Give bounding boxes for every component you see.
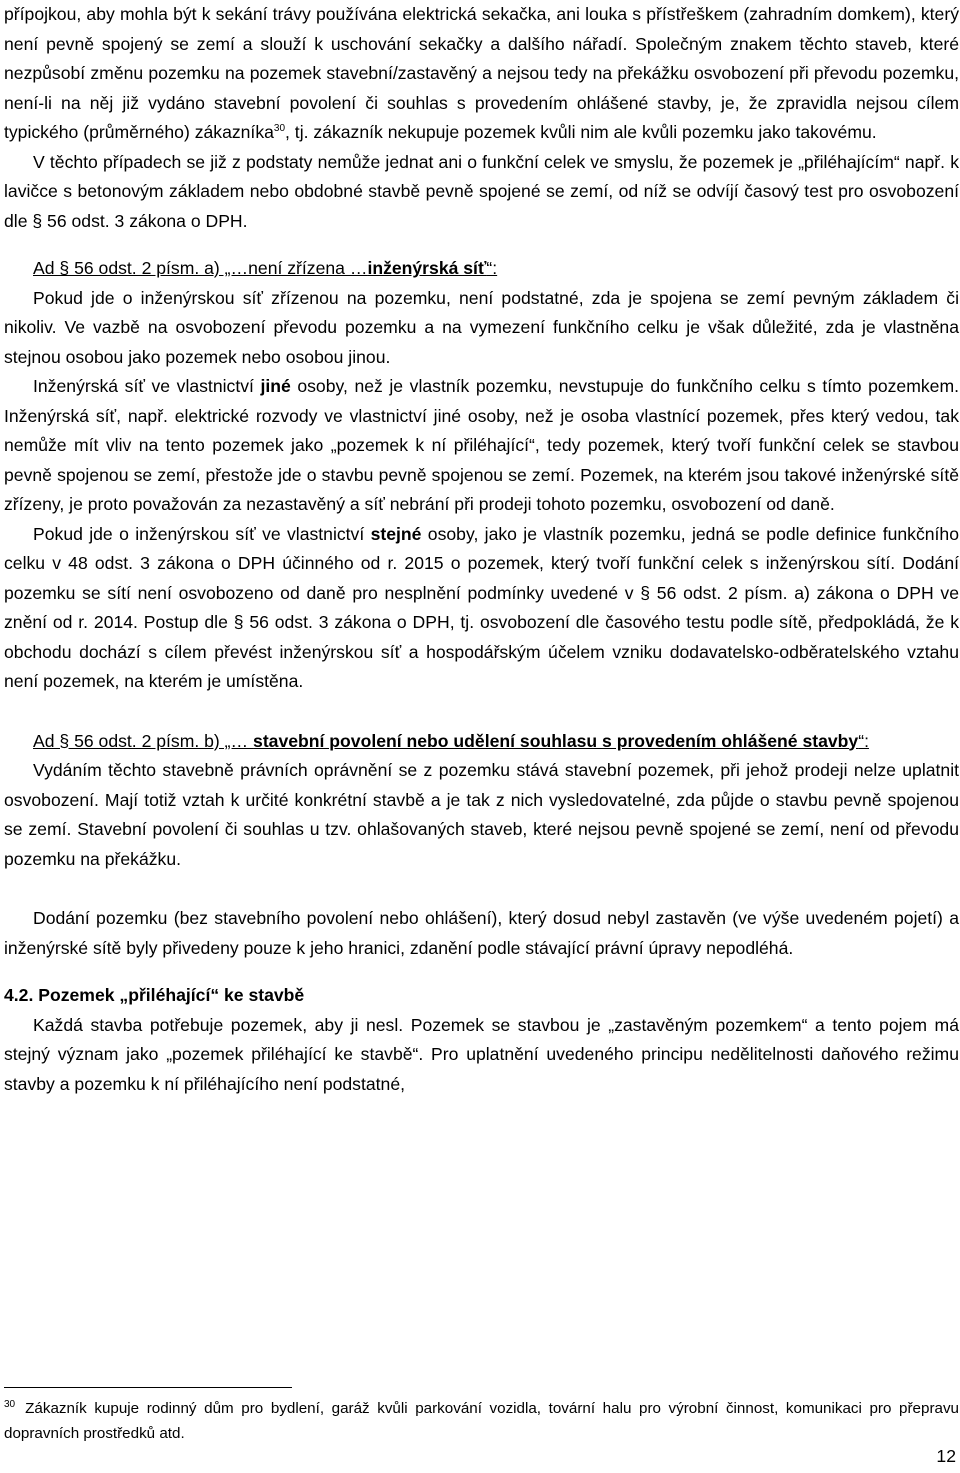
page-body: [4, 0, 959, 1099]
page-number: 12: [936, 1446, 956, 1466]
heading-emphasis: inženýrská síť: [367, 258, 487, 278]
emphasis-other: jiné: [260, 376, 291, 396]
paragraph-text: , tj. zákazník nekupuje pozemek kvůli nim ale kvůli pozemku jako takovému.: [285, 122, 877, 142]
section-heading-4-2: 4.2. Pozemek „přiléhající“ ke stavbě: [4, 985, 305, 1005]
heading-emphasis: stavební povolení nebo udělení souhlasu s provedením ohlášené stavby: [253, 730, 859, 751]
paragraph-same-owner: Pokud jde o inženýrskou síť ve vlastnictví stejné osoby, jako je vlastník pozemku, jedná se podle definice funkčního celku v 48 odst. 3 zákona o DPH účinného od r. 2015 o pozemek, který tvoří funkční celek s inženýrskou sítí. Dodání pozemku se sítí není osvobozeno od daně pro nesplnění podmínky uvedené v § 56 odst. 2 písm. a) zákona o DPH ve znění od r. 2014. Postup dle § 56 odst. 3 zákona o DPH, tj. osvobození dle časového testu podle sítě, předpokládá, že k obchodu dochází s cílem převést inženýrskou síť a hospodářským účelem vzniku dodavatelsko-odběratelského vztahu není pozemek, na kterém je umístěna.: [4, 523, 959, 691]
section-heading-a: Ad § 56 odst. 2 písm. a) „…není zřízena …inženýrská síť“:: [33, 258, 498, 278]
paragraph-other-owner: Inženýrská síť ve vlastnictví jiné osoby, než je vlastník pozemku, nevstupuje do funkčního celku s tímto pozemkem. Inženýrská síť, např. elektrické rozvody ve vlastnictví jiné osoby, než je osoba vlastnící pozemek, přes který vedou, tak nemůže mít vliv na tento pozemek jako „pozemek k ní přiléhající“, tedy pozemek, který tvoří funkční celek se stavbou pevně spojenou se zemí, přestože jde o stavbu pevně spojenou se zemí. Pozemek, na kterém jsou takové inženýrské sítě zřízeny, je proto považován za nezastavěný a síť nebrání při prodeji tohoto pozemku, osvobození od daně.: [4, 376, 959, 514]
paragraph-functional-unit: V těchto případech se již z podstaty nemůže jednat ani o funkční celek ve smyslu, že pozemek je „přiléhajícím“ např. k lavičce s betonovým základem nebo obdobné stavbě pevně spojené se zemí, od níž se odvíjí časový test pro osvobození dle § 56 odst. 3 zákona o DPH.: [4, 151, 959, 231]
footnote: [4, 1396, 959, 1446]
paragraph-supply-land: Dodání pozemku (bez stavebního povolení nebo ohlášení), který dosud nebyl zastavěn (ve výše uvedeném pojetí) a inženýrské sítě byly přivedeny pouze k jeho hranici, zdanění podle stávající právní úpravy nepodléhá.: [4, 908, 959, 958]
paragraph-text: přípojkou, aby mohla být k sekání trávy používána elektrická sekačka, ani louka s přístřeškem (zahradním domkem), který není pevně spojený se zemí a slouží k uschování sekačky a dalšího nářadí. Společným znakem těchto staveb, které nezpůsobí změnu pozemku na pozemek stavební/zastavěný a nejsou tedy na překážku osvobození při převodu pozemku, není-li na něj již vydáno stavební povolení či souhlas s provedením ohlášené stavby, je, že zpravidla nejsou cílem typického (průměrného) zákazníka: [4, 4, 959, 142]
paragraph-utility-network: Pokud jde o inženýrskou síť zřízenou na pozemku, není podstatné, zda je spojena se zemí pevným základem či nikoliv. Ve vazbě na osvobození převodu pozemku a na vymezení funkčního celku je však důležité, zda je vlastněna stejnou osobou jako pozemek nebo osobou jinou.: [4, 287, 959, 367]
footnote-number: 30: [4, 1398, 16, 1410]
paragraph-adjacent-land: Každá stavba potřebuje pozemek, aby ji nesl. Pozemek se stavbou je „zastavěným pozemkem“ a tento pojem má stejný význam jako „pozemek přiléhající ke stavbě“. Pro uplatnění uvedeného principu nedělitelnosti daňového režimu stavby a pozemku k ní přiléhajícího není podstatné,: [4, 1014, 959, 1094]
footnote-text: Zákazník kupuje rodinný dům pro bydlení, garáž kvůli parkování vozidla, tovární halu pro výrobní činnost, komunikaci pro přepravu dopravních prostředků atd.: [4, 1400, 959, 1442]
paragraph-building-permit: Vydáním těchto stavebně právních oprávnění se z pozemku stává stavební pozemek, při jehož prodeji nelze uplatnit osvobození. Mají totiž vztah k určité konkrétní stavbě a je tak z nich vysledovatelné, zda půjde o stavbu pevně spojenou se zemí. Stavební povolení či souhlas u tzv. ohlašovaných staveb, které nejsou pevně spojené se zemí, není od převodu pozemku na překážku.: [4, 760, 959, 869]
paragraph-continuation: [4, 0, 959, 148]
section-heading-b: Ad § 56 odst. 2 písm. b) „… stavební povolení nebo udělení souhlasu s provedením ohlášené stavby“:: [33, 730, 869, 751]
footnote-divider: [4, 1387, 292, 1388]
footnote-reference[interactable]: 30: [273, 123, 286, 135]
emphasis-same: stejné: [370, 523, 422, 544]
